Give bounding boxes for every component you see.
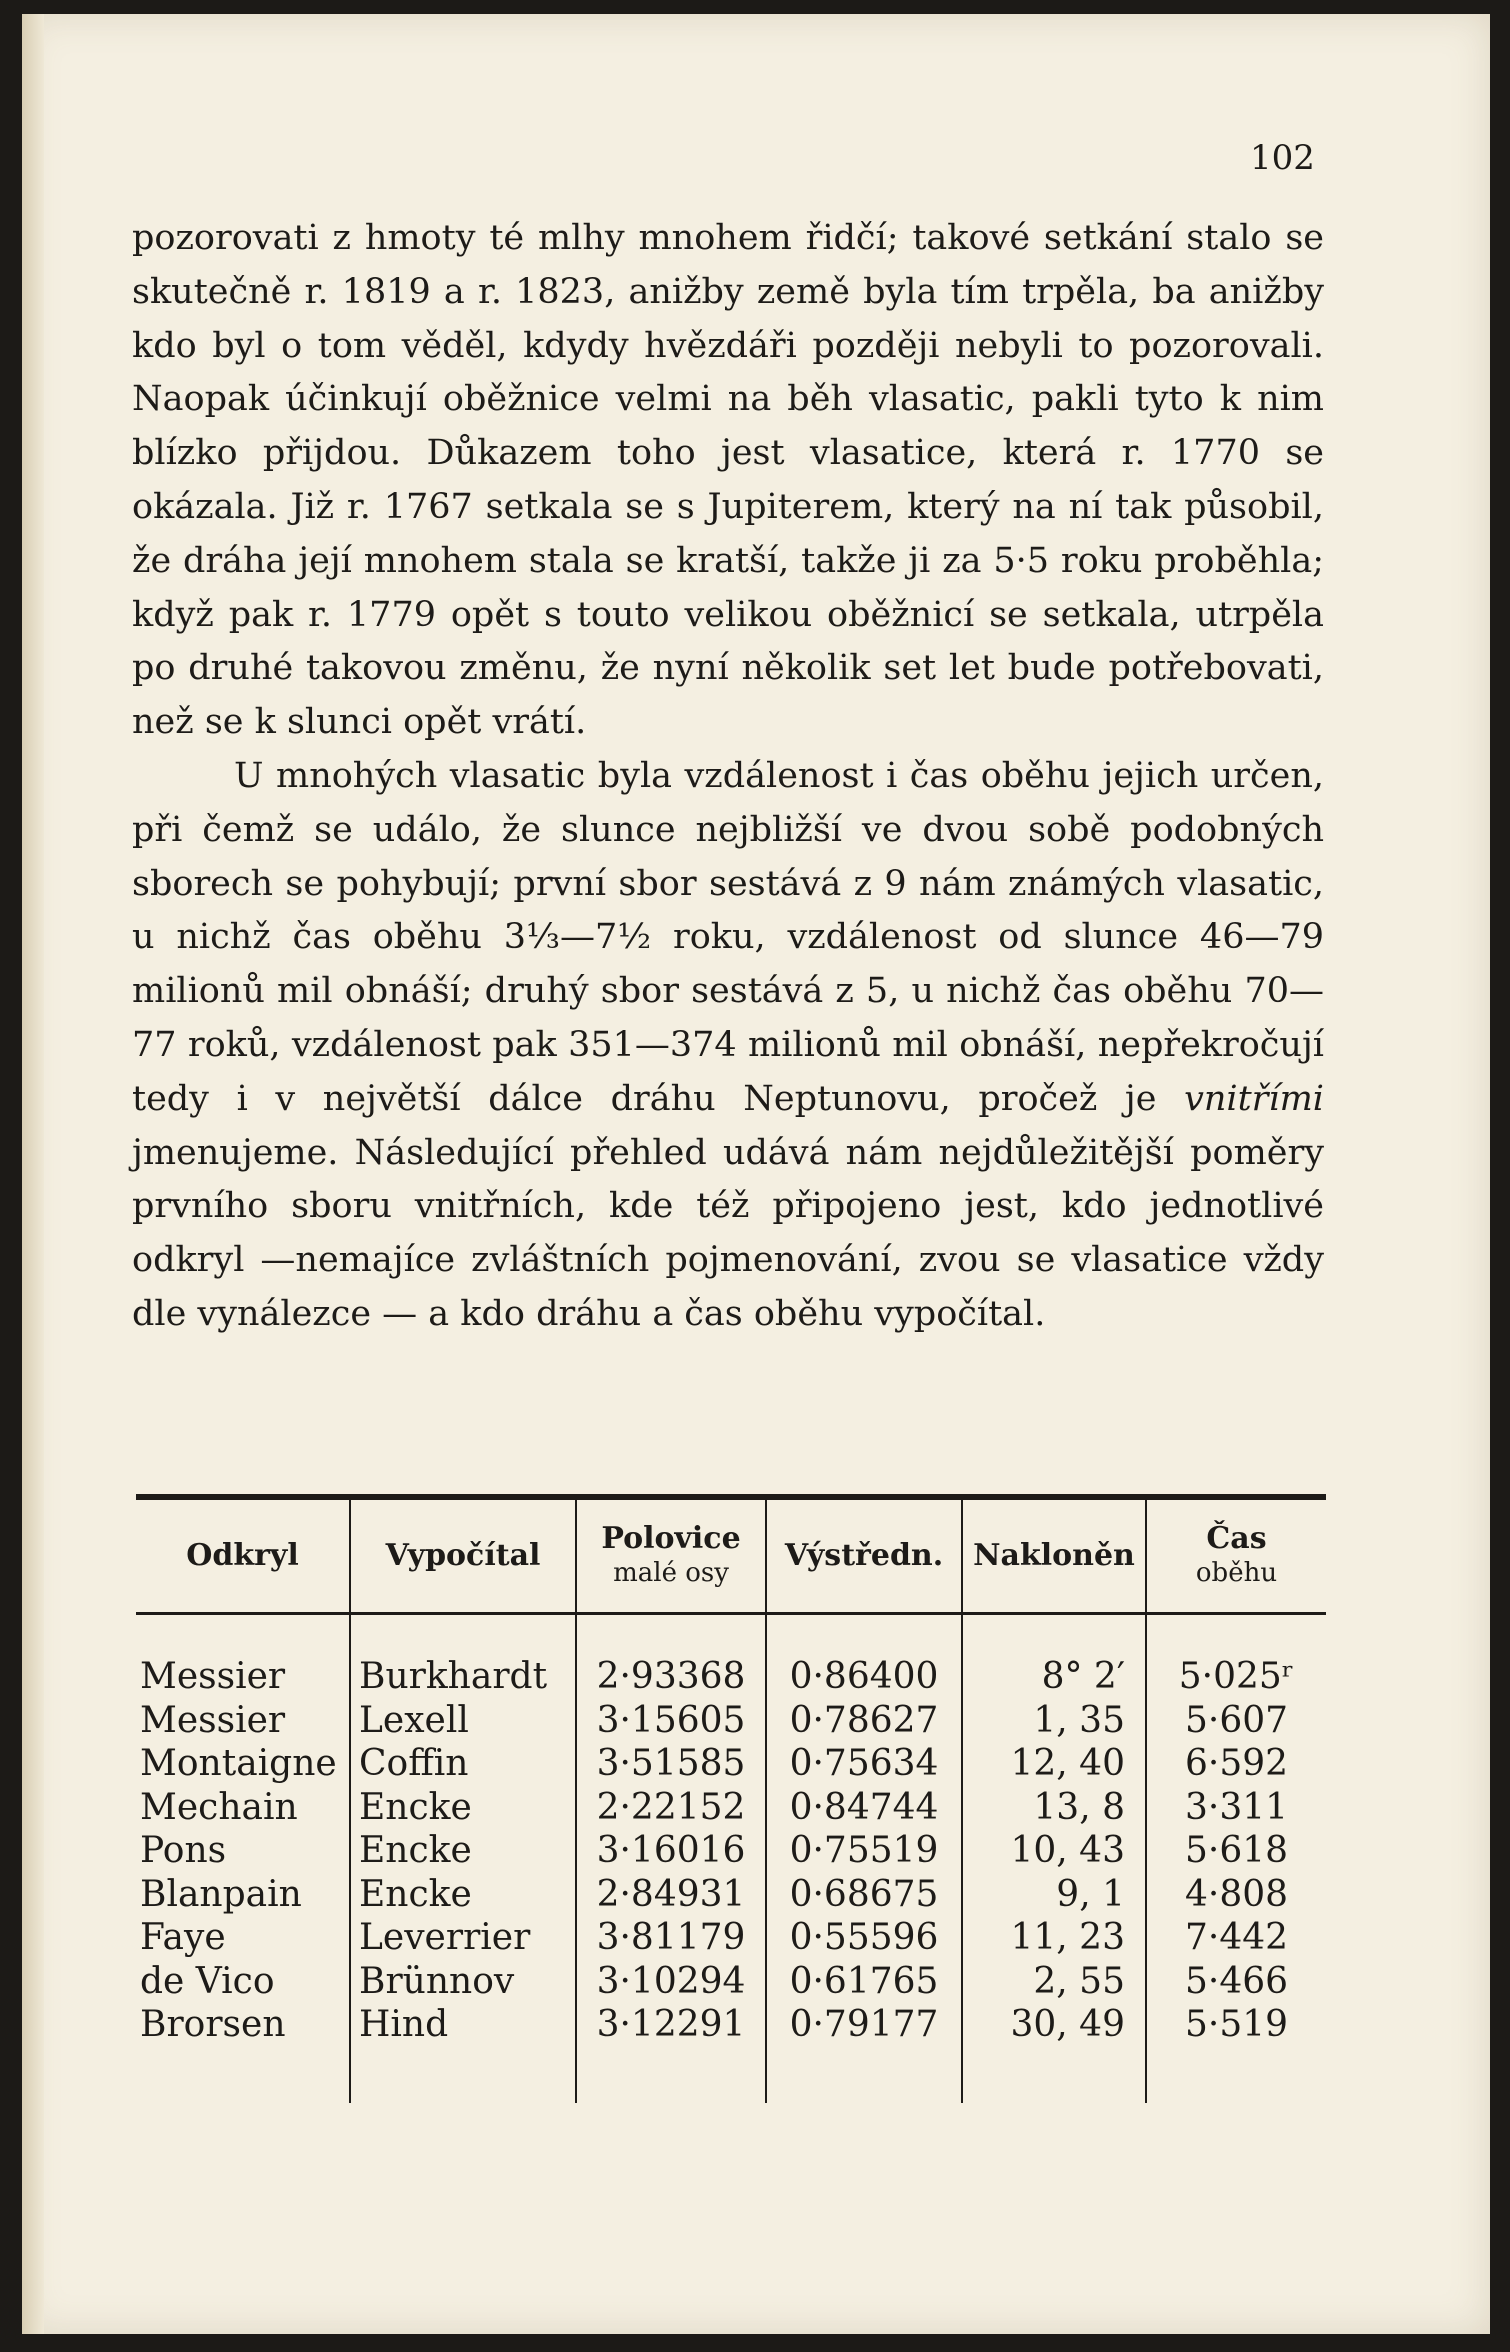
cell-vypocital: Leverrier xyxy=(350,1916,576,1960)
table-row xyxy=(136,1960,1326,2004)
cell-cas: 6·592 xyxy=(1146,1742,1326,1786)
cell-odkryl: Messier xyxy=(140,1699,286,1741)
table-row xyxy=(136,1786,1326,1830)
body-text xyxy=(132,212,1324,1342)
cell-vystredn: 0·86400 xyxy=(766,1655,962,1699)
cell-naklonen: 1, 35 xyxy=(962,1699,1146,1743)
table-row xyxy=(136,1655,1326,1699)
cell-cas: 3·311 xyxy=(1146,1786,1326,1830)
cell-polovice: 3·51585 xyxy=(576,1742,766,1786)
table-row xyxy=(136,1829,1326,1873)
cell-naklonen: 12, 40 xyxy=(962,1742,1146,1786)
header-cas: Čas oběhu xyxy=(1146,1497,1326,1614)
cell-vypocital: Encke xyxy=(350,1786,576,1830)
cell-polovice: 3·10294 xyxy=(576,1960,766,2004)
header-polovice: Polovice malé osy xyxy=(576,1497,766,1614)
header-vystredn: Výstředn. xyxy=(766,1497,962,1614)
cell-odkryl: Pons xyxy=(140,1830,227,1871)
cell-vystredn: 0·55596 xyxy=(766,1916,962,1960)
cell-naklonen: 11, 23 xyxy=(962,1916,1146,1960)
cell-vystredn: 0·78627 xyxy=(766,1699,962,1743)
paragraph-2-text-b: jmenujeme. Následující přehled udává nám nejdůležitější poměry prvního sboru vnitřních, kde též připojeno jest, kdo jednotlivé odkryl —nemajíce zvláštních pojmenování, zvou se vlasatice vždy dle vynálezce — a kdo dráhu a čas oběhu vypočítal. xyxy=(132,1132,1324,1334)
cell-vystredn: 0·75634 xyxy=(766,1742,962,1786)
cell-vypocital: Lexell xyxy=(350,1699,576,1743)
cell-polovice: 2·93368 xyxy=(576,1655,766,1699)
table-body xyxy=(136,1614,1326,2103)
cell-odkryl: Faye xyxy=(140,1917,226,1958)
cell-naklonen: 30, 49 xyxy=(962,2003,1146,2047)
comet-data-table xyxy=(136,1494,1326,2103)
table-tail-row xyxy=(136,2047,1326,2103)
cell-naklonen: 2, 55 xyxy=(962,1960,1146,2004)
cell-odkryl: Blanpain xyxy=(140,1873,302,1915)
cell-vypocital: Coffin xyxy=(350,1742,576,1786)
page-spine xyxy=(22,14,44,2334)
header-vypocital: Vypočítal xyxy=(350,1497,576,1614)
cell-vypocital: Burkhardt xyxy=(350,1655,576,1699)
paragraph-2-text-a: U mnohých vlasatic byla vzdálenost i čas oběhu jejich určen, při čemž se událo, že slunce nejbližší ve dvou sobě podobných sborech se pohybují; první sbor sestává z 9 nám známých vlasatic, u nichž čas oběhu 3⅓—7½ roku, vzdálenost od slunce 46—79 milionů mil obnáší; druhý sbor sestává z 5, u nichž čas oběhu 70—77 roků, vzdálenost pak 351—374 milionů mil obnáší, nepřekročují tedy i v největší dálce dráhu Neptunovu, pročež je xyxy=(132,755,1324,1119)
cell-naklonen: 10, 43 xyxy=(962,1829,1146,1873)
cell-vypocital: Hind xyxy=(350,2003,576,2047)
table-row xyxy=(136,1873,1326,1917)
cell-vystredn: 0·79177 xyxy=(766,2003,962,2047)
cell-polovice: 2·84931 xyxy=(576,1873,766,1917)
table-row xyxy=(136,1742,1326,1786)
cell-odkryl: Montaigne xyxy=(140,1743,337,1784)
cell-cas: 5·607 xyxy=(1146,1699,1326,1743)
table-header-row xyxy=(136,1497,1326,1614)
cell-odkryl: Mechain xyxy=(140,1786,298,1828)
cell-vypocital: Brünnov xyxy=(350,1960,576,2004)
cell-naklonen: 13, 8 xyxy=(962,1786,1146,1830)
cell-polovice: 3·12291 xyxy=(576,2003,766,2047)
cell-polovice: 2·22152 xyxy=(576,1786,766,1830)
table-spacer-row xyxy=(136,1614,1326,1656)
paragraph-1: pozorovati z hmoty té mlhy mnohem řidčí; takové setkání stalo se skutečně r. 1819 a r. 1823, anižby země byla tím trpěla, ba anižby kdo byl o tom věděl, kdydy hvězdáři později nebyli to pozorovali. Naopak účinkují oběžnice velmi na běh vlasatic, pakli tyto k nim blízko přijdou. Důkazem toho jest vlasatice, která r. 1770 se okázala. Již r. 1767 setkala se s Jupiterem, který na ní tak působil, že dráha její mnohem stala se kratší, takže ji za 5·5 roku proběhla; když pak r. 1779 opět s touto velikou oběžnicí se setkala, utrpěla po druhé takovou změnu, že nyní několik set let bude potřebovati, než se k slunci opět vrátí. xyxy=(132,218,1324,743)
table-row xyxy=(136,2003,1326,2047)
cell-vypocital: Encke xyxy=(350,1829,576,1873)
cell-odkryl: de Vico xyxy=(140,1960,275,2002)
cell-vypocital: Encke xyxy=(350,1873,576,1917)
cell-naklonen: 8° 2′ xyxy=(962,1655,1146,1699)
header-naklonen: Nakloněn xyxy=(962,1497,1146,1614)
paragraph-2 xyxy=(132,750,1324,1342)
comet-table xyxy=(136,1494,1326,2103)
cell-cas: 4·808 xyxy=(1146,1873,1326,1917)
cell-vystredn: 0·68675 xyxy=(766,1873,962,1917)
page-number: 102 xyxy=(1250,138,1315,178)
cell-polovice: 3·16016 xyxy=(576,1829,766,1873)
cell-cas: 5·025ʳ xyxy=(1146,1655,1326,1699)
cell-cas: 5·519 xyxy=(1146,2003,1326,2047)
cell-cas: 5·618 xyxy=(1146,1829,1326,1873)
header-odkryl: Odkryl xyxy=(186,1538,299,1573)
cell-vystredn: 0·75519 xyxy=(766,1829,962,1873)
cell-polovice: 3·81179 xyxy=(576,1916,766,1960)
cell-odkryl: Messier xyxy=(140,1656,286,1697)
cell-cas: 5·466 xyxy=(1146,1960,1326,2004)
cell-vystredn: 0·84744 xyxy=(766,1786,962,1830)
table-row xyxy=(136,1916,1326,1960)
cell-polovice: 3·15605 xyxy=(576,1699,766,1743)
cell-odkryl: Brorsen xyxy=(140,2004,286,2045)
cell-cas: 7·442 xyxy=(1146,1916,1326,1960)
table-row xyxy=(136,1699,1326,1743)
cell-naklonen: 9, 1 xyxy=(962,1873,1146,1917)
cell-vystredn: 0·61765 xyxy=(766,1960,962,2004)
paragraph-2-emphasis: vnitřími xyxy=(1184,1078,1324,1119)
